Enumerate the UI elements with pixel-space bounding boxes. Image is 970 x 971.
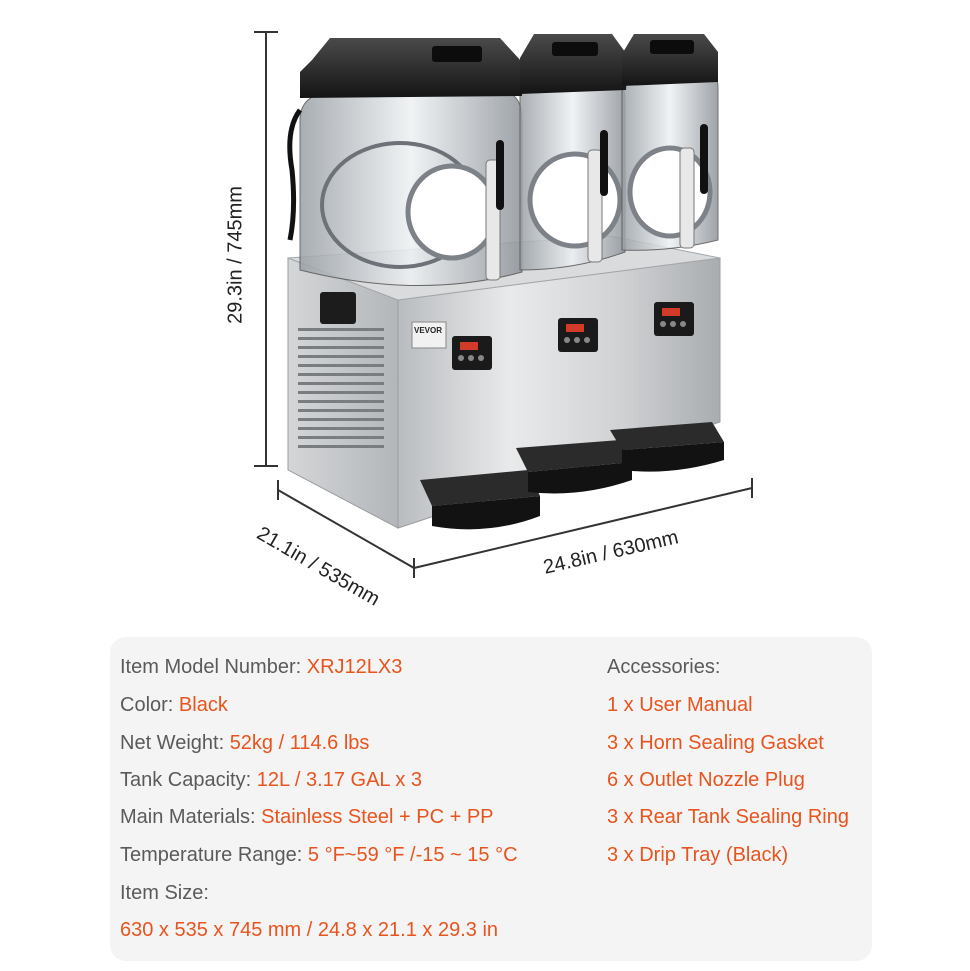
spec-size-value-line	[120, 918, 498, 942]
spec-weight-value: 52kg / 114.6 lbs	[229, 732, 370, 754]
spec-materials-key: Main Materials:	[120, 806, 256, 828]
spec-temperature-key: Temperature Range:	[120, 844, 303, 866]
spec-color-value: Black	[178, 694, 228, 716]
accessory-item: 6 x Outlet Nozzle Plug	[607, 769, 805, 791]
depth-dimension-label: 21.1in / 535mm	[253, 522, 384, 611]
width-dimension-label: 24.8in / 630mm	[541, 526, 681, 579]
spec-size	[120, 881, 209, 905]
control-panel-right	[654, 302, 694, 336]
accessory-item: 3 x Horn Sealing Gasket	[607, 732, 824, 754]
spec-temperature-value: 5 °F~59 °F /-15 ~ 15 °C	[307, 844, 518, 866]
spec-model-value: XRJ12LX3	[306, 656, 403, 678]
lid-left	[300, 38, 522, 98]
specs-panel	[110, 637, 872, 961]
accessory-item: 3 x Drip Tray (Black)	[607, 844, 789, 866]
spec-tank-value: 12L / 3.17 GAL x 3	[256, 769, 423, 791]
spec-temperature	[120, 843, 518, 867]
accessory-item: 3 x Rear Tank Sealing Ring	[607, 806, 849, 828]
height-dimension-line	[254, 32, 278, 466]
spec-model	[120, 655, 402, 679]
lid-right	[622, 34, 718, 86]
spec-color-key: Color:	[120, 694, 174, 716]
lid-middle	[520, 34, 628, 94]
power-cord	[290, 110, 300, 240]
spec-materials	[120, 805, 494, 829]
spec-tank	[120, 768, 422, 792]
spec-weight	[120, 731, 369, 755]
spec-weight-key: Net Weight:	[120, 732, 225, 754]
drip-tray-right	[610, 422, 724, 472]
height-dimension-label: 29.3in / 745mm	[224, 186, 247, 324]
accessory-item: 1 x User Manual	[607, 694, 753, 716]
spec-size-value: 630 x 535 x 745 mm / 24.8 x 21.1 x 29.3 in	[120, 919, 499, 941]
tank-middle	[520, 78, 625, 270]
control-panel-left	[452, 336, 492, 370]
brand-logo: VEVOR	[414, 326, 443, 335]
accessories-title: Accessories:	[607, 656, 721, 678]
tank-left	[300, 92, 522, 286]
tank-right	[622, 68, 718, 250]
spec-size-key: Item Size:	[120, 882, 209, 904]
side-handle	[320, 292, 356, 324]
spec-color	[120, 693, 228, 717]
drip-tray-left	[420, 470, 540, 529]
drip-tray-middle	[516, 440, 632, 494]
spec-materials-value: Stainless Steel + PC + PP	[261, 806, 494, 828]
spec-model-key: Item Model Number:	[120, 656, 302, 678]
spec-tank-key: Tank Capacity:	[120, 769, 252, 791]
control-panel-middle	[558, 318, 598, 352]
